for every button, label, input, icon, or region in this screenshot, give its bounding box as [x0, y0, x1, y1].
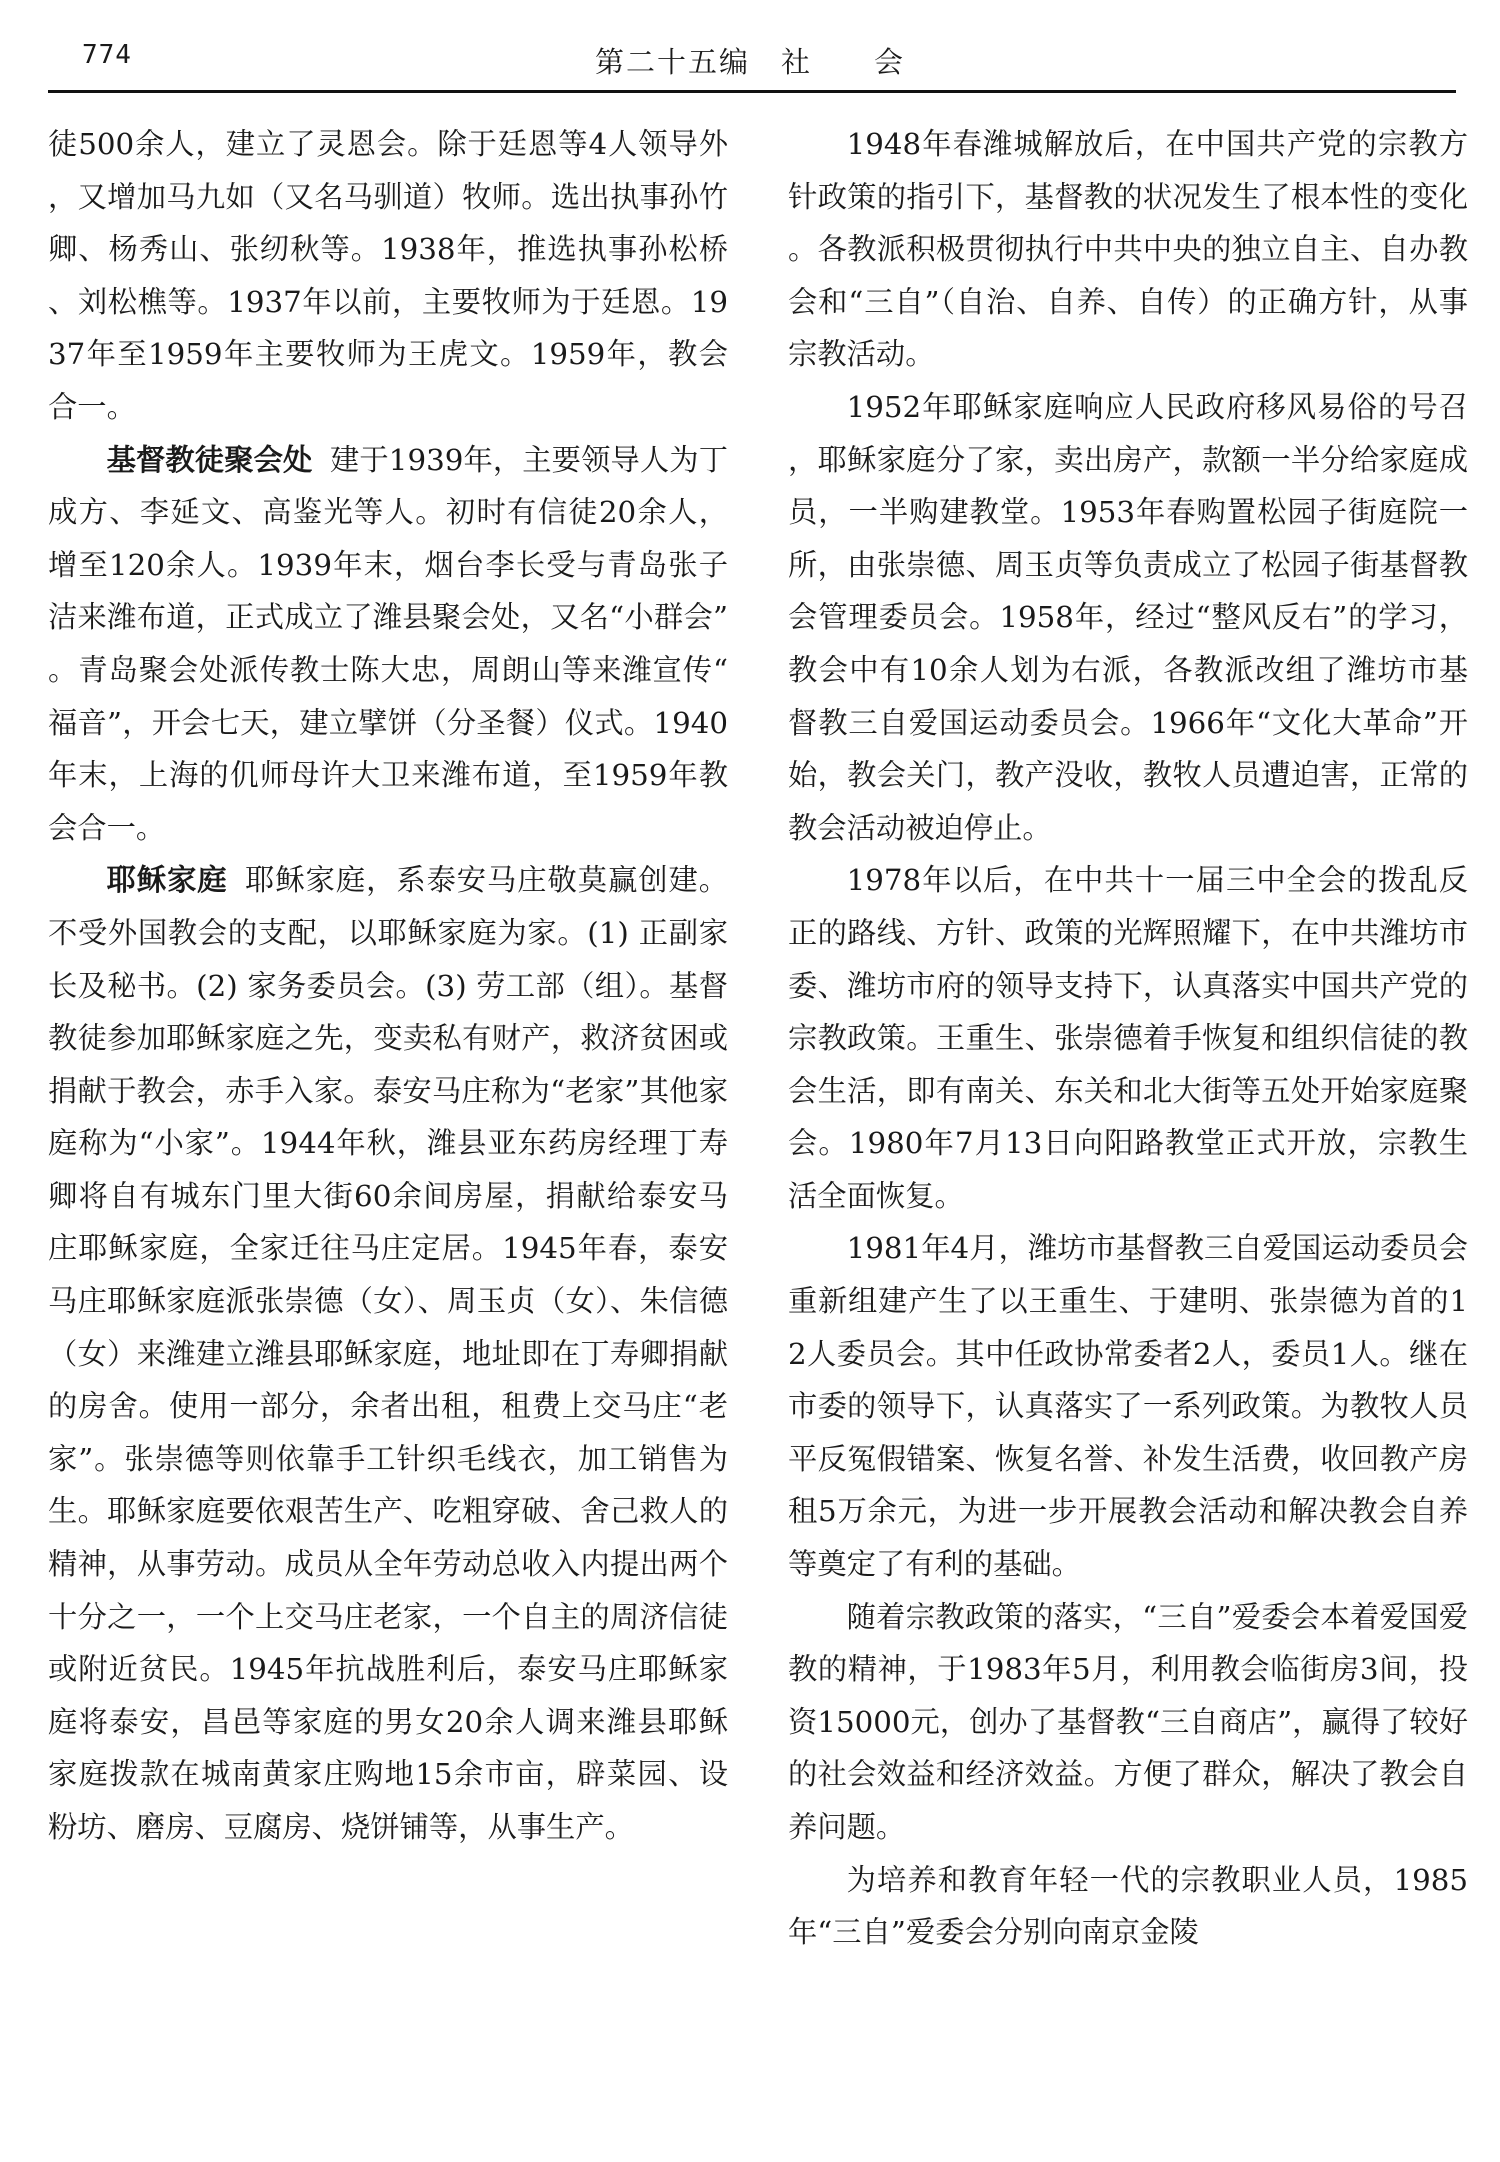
paragraph-1983-store: 随着宗教政策的落实，“三自”爱委会本着爱国爱教的精神，于1983年5月，利用教会临街房3间，投资15000元，创办了基督教“三自商店”，赢得了较好的社会效益和经济效益。方便了群众，解决了教会自养问题。: [788, 1599, 1468, 1844]
paragraph-lingen-continued: 徒500余人，建立了灵恩会。除于廷恩等4人领导外，又增加马九如（又名马驯道）牧师。选出执事孙竹卿、杨秀山、张纫秋等。1938年，推选执事孙松桥、刘松樵等。1937年以前，主要牧师为于廷恩。1937年至1959年主要牧师为王虎文。1959年，教会合一。: [48, 127, 728, 424]
paragraph-1948-liberation: 1948年春潍城解放后，在中国共产党的宗教方针政策的指引下，基督教的状况发生了根本性的变化。各教派积极贯彻执行中共中央的独立自主、自办教会和“三自”（自治、自养、自传）的正确方针，从事宗教活动。: [788, 127, 1468, 372]
paragraph-assembly-hall: [48, 434, 728, 855]
right-column: [788, 118, 1468, 1959]
page-number: 774: [82, 40, 132, 70]
paragraph-assembly-hall-text: 建于1939年，主要领导人为丁成方、李延文、高鉴光等人。初时有信徒20余人，增至120余人。1939年末，烟台李长受与青岛张子洁来潍布道，正式成立了潍县聚会处，又名“小群会”。青岛聚会处派传教士陈大忠，周朗山等来潍宣传“福音”，开会七天，建立擘饼（分圣餐）仪式。1940年末，上海的仉师母许大卫来潍布道，至1959年教会合一。: [48, 442, 728, 845]
page-header: [0, 0, 1500, 96]
running-head: 第二十五编 社 会: [594, 45, 905, 79]
paragraph-jesus-family: [48, 854, 728, 1853]
header-rule: [48, 90, 1456, 93]
paragraph-1981-committee: 1981年4月，潍坊市基督教三自爱国运动委员会重新组建产生了以王重生、于建明、张崇德为首的12人委员会。其中任政协常委者2人，委员1人。继在市委的领导下，认真落实了一系列政策。为教牧人员平反冤假错案、恢复名誉、补发生活费，收回教产房租5万余元，为进一步开展教会活动和解决教会自养等奠定了有利的基础。: [788, 1231, 1468, 1582]
section-term-assembly-hall: 基督教徒聚会处: [106, 442, 313, 477]
left-column: [48, 118, 728, 1854]
section-term-jesus-family: 耶稣家庭: [106, 863, 228, 898]
paragraph-1952-reform: 1952年耶稣家庭响应人民政府移风易俗的号召，耶稣家庭分了家，卖出房产，款额一半分给家庭成员，一半购建教堂。1953年春购置松园子街庭院一所，由张崇德、周玉贞等负责成立了松园子街基督教会管理委员会。1958年，经过“整风反右”的学习，教会中有10余人划为右派，各教派改组了潍坊市基督教三自爱国运动委员会。1966年“文化大革命”开始，教会关门，教产没收，教牧人员遭迫害，正常的教会活动被迫停止。: [788, 389, 1468, 845]
paragraph-1978-restoration: 1978年以后，在中共十一届三中全会的拨乱反正的路线、方针、政策的光辉照耀下，在中共潍坊市委、潍坊市府的领导支持下，认真落实中国共产党的宗教政策。王重生、张崇德着手恢复和组织信徒的教会生活，即有南关、东关和北大街等五处开始家庭聚会。1980年7月13日向阳路教堂正式开放，宗教生活全面恢复。: [788, 863, 1468, 1213]
paragraph-1985-training: 为培养和教育年轻一代的宗教职业人员，1985年“三自”爱委会分别向南京金陵: [788, 1862, 1468, 1950]
paragraph-jesus-family-text: 耶稣家庭，系泰安马庄敬莫赢创建。不受外国教会的支配，以耶稣家庭为家。(1) 正副家长及秘书。(2) 家务委员会。(3) 劳工部（组）。基督教徒参加耶稣家庭之先，变卖私有财产，救济贫困或捐献于教会，赤手入家。泰安马庄称为“老家”其他家庭称为“小家”。1944年秋，潍县亚东药房经理丁寿卿将自有城东门里大街60余间房屋，捐献给泰安马庄耶稣家庭，全家迁往马庄定居。1945年春，泰安马庄耶稣家庭派张崇德（女）、周玉贞（女）、朱信德（女）来潍建立潍县耶稣家庭，地址即在丁寿卿捐献的房舍。使用一部分，余者出租，租费上交马庄“老家”。张崇德等则依靠手工针织毛线衣，加工销售为生。耶稣家庭要依艰苦生产、吃粗穿破、舍己救人的精神，从事劳动。成员从全年劳动总收入内提出两个十分之一，一个上交马庄老家，一个自主的周济信徒或附近贫民。1945年抗战胜利后，泰安马庄耶稣家庭将泰安，昌邑等家庭的男女20余人调来潍县耶稣家庭拨款在城南黄家庄购地15余市亩，辟菜园、设粉坊、磨房、豆腐房、烧饼铺等，从事生产。: [48, 863, 729, 1844]
